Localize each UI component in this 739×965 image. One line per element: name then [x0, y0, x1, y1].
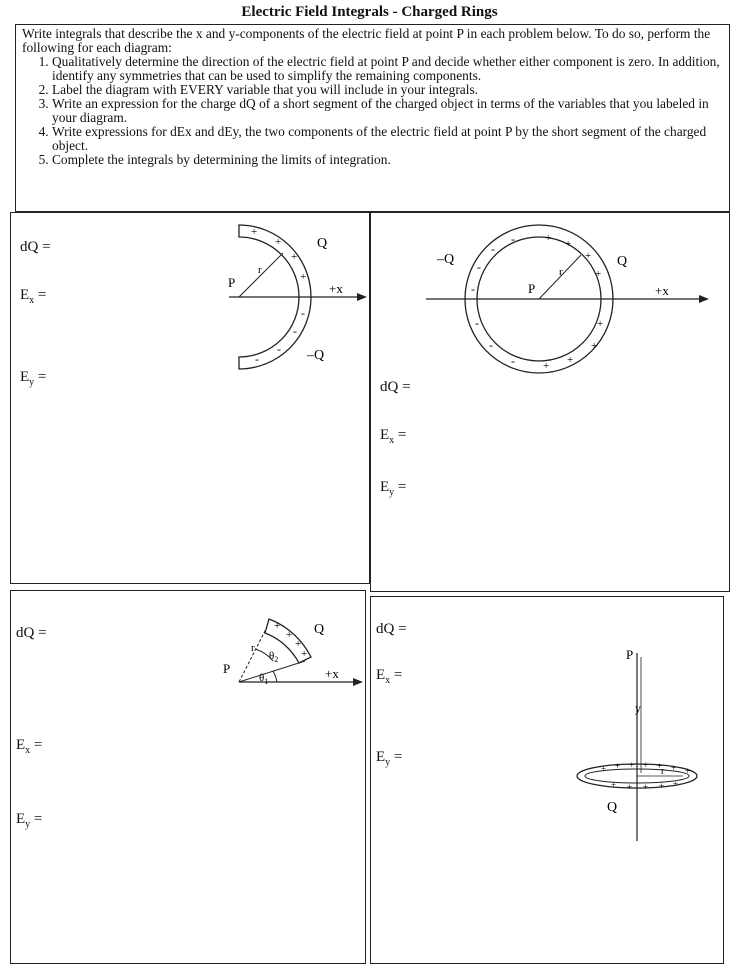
radius-label: r [661, 766, 665, 777]
plus-sign: + [286, 629, 293, 641]
problem-4-dq: dQ = [376, 621, 407, 637]
minus-sign: - [491, 242, 495, 256]
problem-1-dq: dQ = [20, 239, 51, 255]
charge-neg-q: –Q [307, 348, 325, 363]
plus-sign: + [301, 648, 308, 660]
radius-label: r [258, 264, 262, 276]
plus-sign: + [291, 251, 298, 263]
problem-3-dq: dQ = [16, 625, 47, 641]
problem-2-ey: $E_y$ = [380, 479, 407, 498]
plus-sign: + [585, 250, 592, 262]
step-2: 2. Label the diagram with EVERY variable that you will include in your integrals. [52, 83, 723, 97]
radius-line-lower [239, 661, 305, 682]
plus-sign: + [275, 236, 282, 248]
point-p: P [223, 661, 231, 676]
plus-sign: + [629, 760, 635, 770]
step-1: 1. Qualitatively determine the direction of the electric field at point P and decide whether either component is zero. In addition, identify any symmetries that can be used to simplify the remaining components. [52, 55, 723, 83]
x-arrow-head [699, 295, 709, 303]
half-ring-diagram [11, 213, 371, 585]
instructions-box [15, 24, 730, 212]
point-p: P [528, 281, 536, 296]
step-3: 3. Write an expression for the charge dQ of a short segment of the charged object in terms of the variables that you labeled in your diagram. [52, 97, 723, 125]
plus-sign: + [295, 638, 302, 650]
instructions-steps [22, 55, 723, 167]
minus-sign: - [471, 282, 475, 296]
problem-4-panel [370, 596, 724, 964]
charge-q: Q [607, 800, 618, 815]
charge-q: Q [317, 236, 328, 251]
minus-sign: - [511, 232, 515, 246]
radius-label: r [251, 642, 255, 654]
minus-sign: - [255, 352, 259, 366]
charge-q: Q [617, 254, 628, 269]
problem-2-panel [370, 212, 730, 592]
problem-3-panel [10, 590, 366, 964]
problem-2-ex: $E_x$ = [380, 427, 407, 446]
plus-sign: + [611, 780, 617, 790]
point-p: P [626, 647, 634, 662]
plus-sign: + [659, 781, 665, 791]
problem-1-panel [10, 212, 370, 584]
minus-sign: - [511, 354, 515, 368]
charge-neg-q: –Q [437, 252, 455, 267]
step-5: 5. Complete the integrals by determining the limits of integration. [52, 153, 723, 167]
plus-sign: + [627, 782, 633, 792]
plus-sign: + [673, 779, 679, 789]
plus-sign: + [567, 354, 574, 366]
minus-sign: - [293, 324, 297, 338]
theta-2-label: $\theta_2$ [269, 650, 279, 664]
horizontal-ring-diagram [371, 597, 725, 965]
arc-segment-diagram [11, 591, 367, 965]
radius-label: r [559, 266, 563, 278]
problem-4-ey: $E_y$ = [376, 749, 403, 768]
problem-3-ey: $E_y$ = [16, 811, 43, 830]
x-arrow-head [353, 678, 363, 686]
step-4: 4. Write expressions for dEx and dEy, the two components of the electric field at point P by the short segment of the charged object. [52, 125, 723, 153]
plus-sign: + [300, 271, 307, 283]
minus-sign: - [277, 342, 281, 356]
plus-sign: + [543, 360, 550, 372]
plus-sign: + [643, 760, 649, 770]
minus-sign: - [301, 306, 305, 320]
charge-q: Q [314, 622, 325, 637]
point-p: P [228, 275, 236, 290]
plus-x-label: +x [655, 283, 669, 298]
problem-2-dq: dQ = [380, 379, 411, 395]
problem-1-ey: $E_y$ = [20, 369, 47, 388]
plus-sign: + [251, 226, 258, 238]
problem-3-ex: $E_x$ = [16, 737, 43, 756]
plus-sign: + [643, 782, 649, 792]
instructions-intro: Write integrals that describe the x and y-components of the electric field at point P in each problem below. To do so, perform the following for each diagram: [22, 26, 711, 55]
theta-1-arc [273, 671, 277, 682]
plus-sign: + [565, 238, 572, 250]
plus-sign: + [274, 620, 281, 632]
plus-x-label: +x [325, 666, 339, 681]
minus-sign: - [489, 338, 493, 352]
plus-x-label: +x [329, 281, 343, 296]
y-label: y [635, 701, 641, 715]
plus-sign: + [595, 268, 602, 280]
plus-sign: + [591, 340, 598, 352]
full-ring-diagram [371, 213, 731, 593]
plus-sign: + [545, 232, 552, 244]
minus-sign: - [475, 316, 479, 330]
x-arrow-head [357, 293, 367, 301]
problem-1-ex: $E_x$ = [20, 287, 47, 306]
plus-sign: + [685, 766, 691, 776]
minus-sign: - [477, 260, 481, 274]
plus-sign: + [597, 318, 604, 330]
problem-4-ex: $E_x$ = [376, 667, 403, 686]
plus-sign: + [671, 763, 677, 773]
theta-1-label: $\theta_1$ [259, 672, 269, 686]
plus-sign: + [657, 761, 663, 771]
plus-sign: + [601, 764, 607, 774]
page-title: Electric Field Integrals - Charged Rings [241, 4, 498, 20]
plus-sign: + [615, 761, 621, 771]
